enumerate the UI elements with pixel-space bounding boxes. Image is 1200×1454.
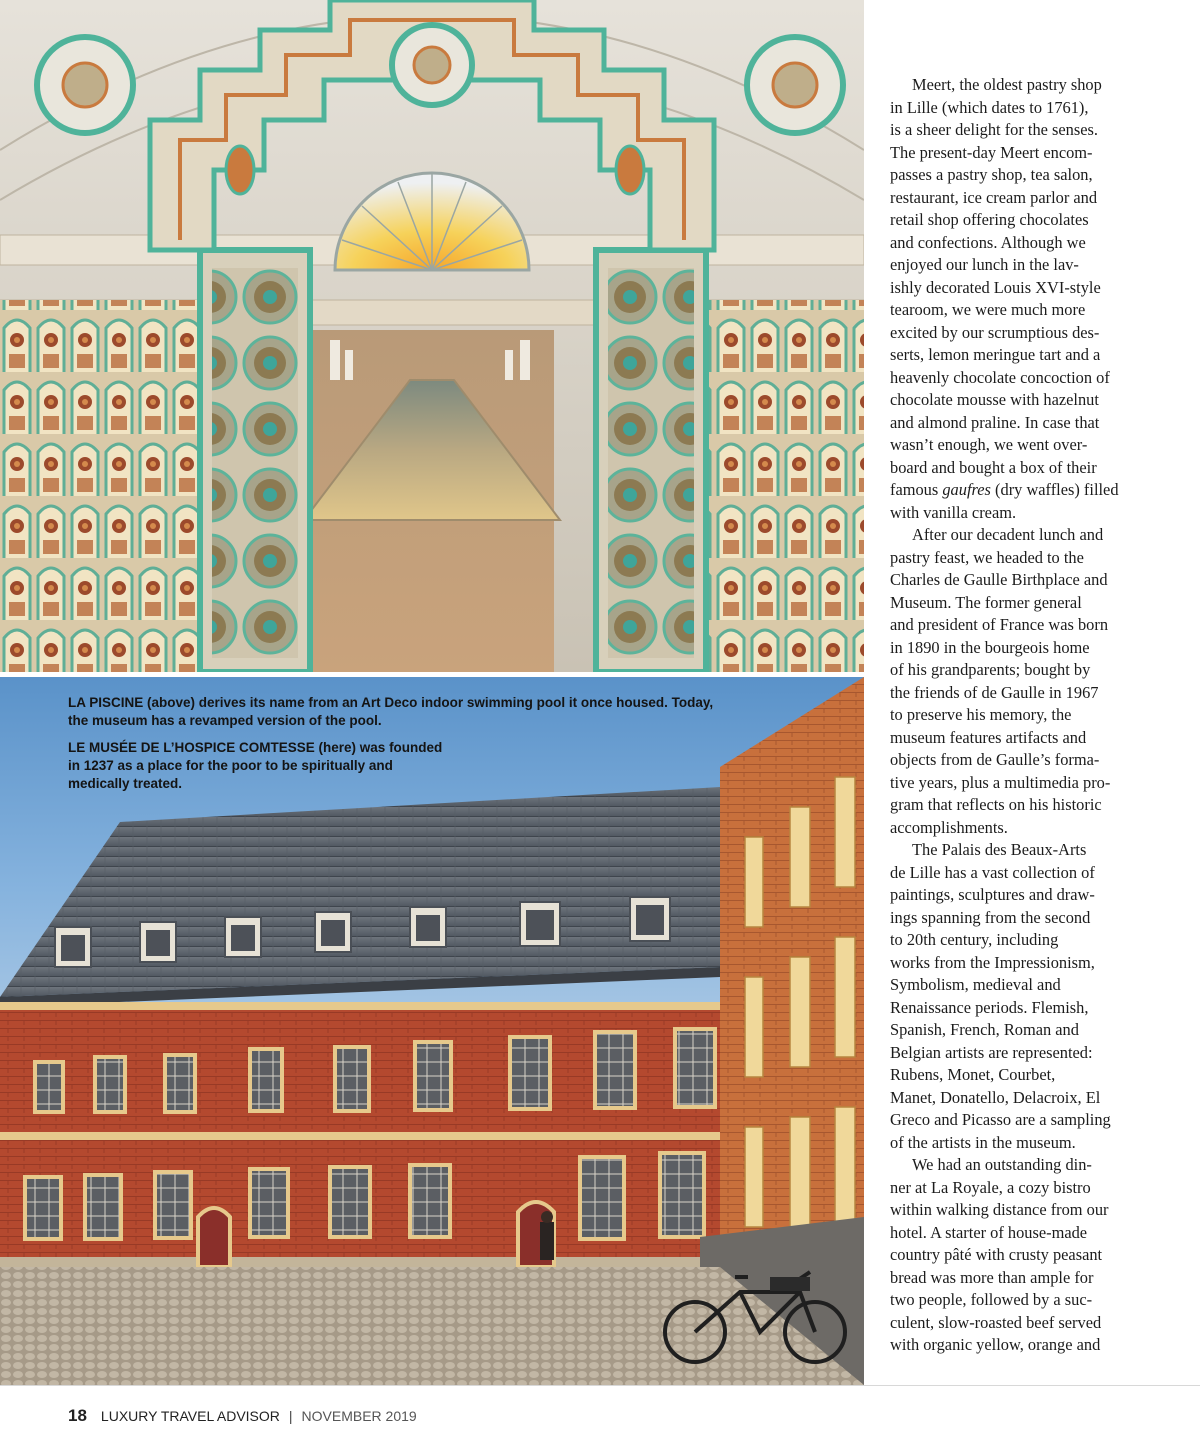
text-line: Rubens, Monet, Courbet, [890, 1065, 1056, 1084]
text-line: enjoyed our lunch in the lav- [890, 255, 1079, 274]
text-line: tive years, plus a multimedia pro- [890, 772, 1111, 792]
text-line: paintings, sculptures and draw- [890, 885, 1095, 904]
text-line: serts, lemon meringue tart and a [890, 345, 1101, 364]
text-line: gram that reflects on his historic [890, 795, 1102, 814]
text-line: heavenly chocolate concoction of [890, 367, 1110, 387]
page-footer [68, 1404, 417, 1428]
issue-date: NOVEMBER 2019 [301, 1408, 417, 1424]
text-line: passes a pastry shop, tea salon, [890, 165, 1093, 184]
text-line: Belgian artists are represented: [890, 1042, 1093, 1062]
caption-la-piscine: LA PISCINE (above) derives its name from an Art Deco indoor swimming pool it once housed. Today, the museum has a revamped version of the pool. [68, 695, 714, 728]
text-line: tearoom, we were much more [890, 300, 1086, 319]
text-line: to preserve his memory, the [890, 705, 1072, 724]
photo-caption [68, 694, 718, 802]
text-line-gaufres [890, 479, 1135, 502]
text-line: in 1890 in the bourgeois home [890, 637, 1090, 657]
publication-name: LUXURY TRAVEL ADVISOR [100, 1408, 280, 1424]
text-line: and almond praline. In case that [890, 412, 1100, 432]
text-line: of the artists in the museum. [890, 1132, 1076, 1152]
text-fragment: (dry waffles) filled [990, 480, 1119, 499]
text-line: Charles de Gaulle Birthplace and [890, 570, 1108, 589]
text-line: of his grandparents; bought by [890, 660, 1091, 679]
italic-word-gaufres: gaufres [942, 480, 991, 499]
paragraph-la-royale [890, 1154, 1135, 1357]
text-line: hotel. A starter of house-made [890, 1222, 1088, 1242]
text-line: de Lille has a vast collection of [890, 862, 1095, 882]
la-piscine-photo [0, 0, 864, 672]
text-line: two people, followed by a suc- [890, 1290, 1093, 1309]
text-line: accomplishments. [890, 817, 1008, 837]
text-line: Museum. The former general [890, 592, 1082, 612]
text-line: and president of France was born [890, 615, 1109, 634]
text-line: works from the Impressionism, [890, 952, 1095, 972]
text-line: with organic yellow, orange and [890, 1335, 1101, 1354]
text-line: retail shop offering chocolates [890, 210, 1089, 229]
text-line: and confections. Although we [890, 232, 1086, 252]
text-line: Manet, Donatello, Delacroix, El [890, 1087, 1101, 1107]
page-number: 18 [68, 1406, 87, 1425]
paragraph-meert [890, 74, 1135, 524]
footer-divider [0, 1385, 1200, 1386]
text-line: objects from de Gaulle’s forma- [890, 750, 1100, 769]
text-line: ings spanning from the second [890, 907, 1091, 927]
text-line: country pâté with crusty peasant [890, 1245, 1103, 1264]
text-line: chocolate mousse with hazelnut [890, 390, 1099, 409]
text-line: pastry feast, we headed to the [890, 547, 1084, 567]
text-line: We had an outstanding din- [912, 1155, 1092, 1174]
text-line: Greco and Picasso are a sampling [890, 1110, 1111, 1129]
text-line: culent, slow-roasted beef served [890, 1312, 1102, 1332]
text-line: ishly decorated Louis XVI-style [890, 277, 1101, 297]
text-line: Meert, the oldest pastry shop [912, 75, 1102, 94]
text-line: is a sheer delight for the senses. [890, 120, 1099, 139]
text-line: Symbolism, medieval and [890, 975, 1061, 994]
text-line: wasn’t enough, we went over- [890, 435, 1088, 454]
text-line: to 20th century, including [890, 930, 1059, 949]
text-line: in Lille (which dates to 1761), [890, 97, 1089, 117]
text-line: board and bought a box of their [890, 457, 1097, 477]
text-line: restaurant, ice cream parlor and [890, 187, 1098, 207]
text-line: The Palais des Beaux-Arts [912, 840, 1087, 859]
text-line: ner at La Royale, a cozy bistro [890, 1177, 1091, 1197]
text-line: After our decadent lunch and [912, 525, 1104, 544]
text-line: the friends of de Gaulle in 1967 [890, 682, 1099, 702]
text-fragment: famous [890, 480, 943, 499]
text-line: Renaissance periods. Flemish, [890, 997, 1089, 1017]
text-line: within walking distance from our [890, 1200, 1109, 1219]
text-line: museum features artifacts and [890, 727, 1087, 747]
text-line: The present-day Meert encom- [890, 142, 1093, 162]
paragraph-beaux-arts [890, 839, 1135, 1154]
caption-hospice-comtesse: LE MUSÉE DE L’HOSPICE COMTESSE (here) was founded in 1237 as a place for the poor to be spiritually and medically treated. [68, 740, 443, 791]
footer-separator: | [288, 1408, 293, 1424]
article-column [890, 74, 1135, 1357]
text-line: Spanish, French, Roman and [890, 1020, 1079, 1039]
paragraph-de-gaulle [890, 524, 1135, 839]
text-line: excited by our scrumptious des- [890, 322, 1100, 342]
la-piscine-illustration [0, 0, 864, 672]
text-line: bread was more than ample for [890, 1267, 1094, 1287]
text-line: with vanilla cream. [890, 502, 1017, 522]
